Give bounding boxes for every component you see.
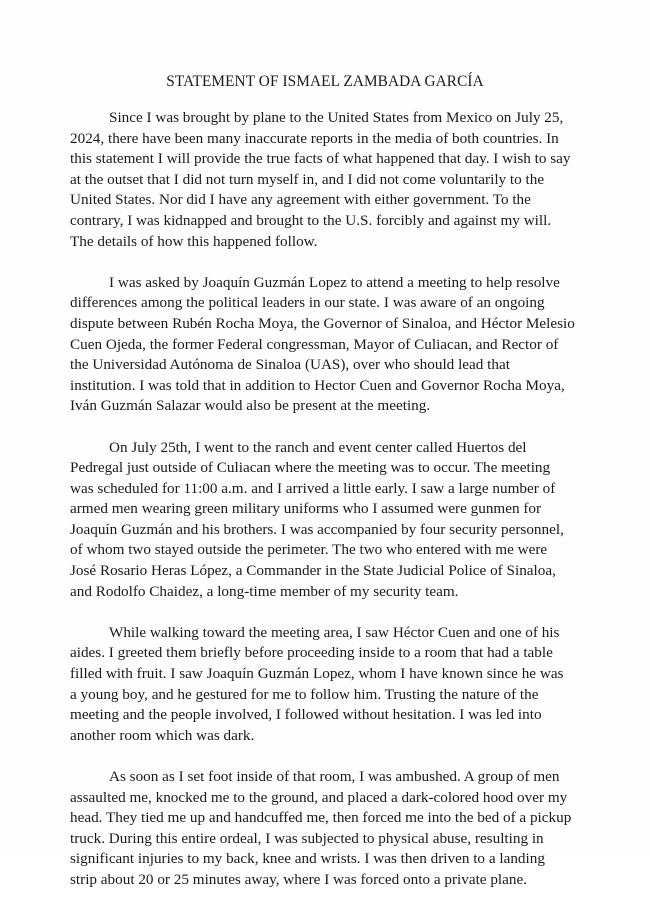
text-line: and Rodolfo Chaidez, a long-time member of my security team. bbox=[70, 582, 459, 600]
text-line: United States. Nor did I have any agreement with either government. To the bbox=[70, 191, 531, 209]
text-line: While walking toward the meeting area, I saw Héctor Cuen and one of his bbox=[109, 623, 560, 641]
paragraph-2 bbox=[70, 273, 590, 417]
text-line: contrary, I was kidnapped and brought to the U.S. forcibly and against my will. bbox=[70, 211, 552, 229]
text-line: was scheduled for 11:00 a.m. and I arrived a little early. I saw a large number of bbox=[70, 479, 556, 497]
text-line: José Rosario Heras López, a Commander in the State Judicial Police of Sinaloa, bbox=[70, 562, 556, 580]
text-line: truck. During this entire ordeal, I was subjected to physical abuse, resulting in bbox=[70, 829, 544, 847]
text-line: this statement I will provide the true facts of what happened that day. I wish to say bbox=[70, 150, 571, 168]
text-line: head. They tied me up and handcuffed me, then forced me into the bed of a pickup bbox=[70, 809, 572, 827]
text-line: differences among the political leaders in our state. I was aware of an ongoing bbox=[70, 294, 545, 312]
text-line: significant injuries to my back, knee and wrists. I was then driven to a landing bbox=[70, 850, 545, 868]
paragraph-1 bbox=[70, 108, 590, 252]
document-body bbox=[70, 108, 590, 911]
text-line: meeting and the people involved, I followed without hesitation. I was led into bbox=[70, 706, 542, 724]
paragraph-4 bbox=[70, 623, 590, 747]
text-line: As soon as I set foot inside of that room, I was ambushed. A group of men bbox=[109, 768, 560, 785]
text-line: another room which was dark. bbox=[70, 726, 255, 744]
text-line: dispute between Rubén Rocha Moya, the Governor of Sinaloa, and Héctor Melesio bbox=[70, 314, 575, 332]
text-line: Iván Guzmán Salazar would also be present at the meeting. bbox=[70, 397, 431, 415]
paragraph-3 bbox=[70, 438, 590, 603]
text-line: aides. I greeted them briefly before proceeding inside to a room that had a table bbox=[70, 644, 553, 662]
document-title: STATEMENT OF ISMAEL ZAMBADA GARCÍA bbox=[166, 73, 484, 90]
text-line: I was asked by Joaquín Guzmán Lopez to attend a meeting to help resolve bbox=[109, 273, 560, 291]
text-line: the Universidad Autónoma de Sinaloa (UAS), over who should lead that bbox=[70, 356, 510, 374]
text-line: assaulted me, knocked me to the ground, and placed a dark-colored hood over my bbox=[70, 788, 568, 806]
text-line: armed men wearing green military uniforms who I assumed were gunmen for bbox=[70, 500, 542, 518]
text-line: Joaquín Guzmán and his brothers. I was accompanied by four security personnel, bbox=[70, 520, 564, 538]
text-line: strip about 20 or 25 minutes away, where I was forced onto a private plane. bbox=[70, 870, 528, 888]
text-line: The details of how this happened follow. bbox=[70, 232, 318, 250]
text-line: a young boy, and he gestured for me to follow him. Trusting the nature of the bbox=[70, 685, 539, 703]
text-line: filled with fruit. I saw Joaquín Guzmán Lopez, whom I have known since he was bbox=[70, 665, 564, 683]
text-line: at the outset that I did not turn myself in, and I did not come voluntarily to the bbox=[70, 170, 545, 188]
text-line: Since I was brought by plane to the United States from Mexico on July 25, bbox=[109, 109, 564, 126]
text-line: On July 25th, I went to the ranch and event center called Huertos del bbox=[109, 438, 527, 456]
text-line: Pedregal just outside of Culiacan where the meeting was to occur. The meeting bbox=[70, 459, 551, 477]
text-line: Cuen Ojeda, the former Federal congressman, Mayor of Culiacan, and Rector of bbox=[70, 335, 559, 353]
text-line: institution. I was told that in addition to Hector Cuen and Governor Rocha Moya, bbox=[70, 376, 565, 394]
paragraph-5 bbox=[70, 767, 590, 891]
text-line: of whom two stayed outside the perimeter. The two who entered with me were bbox=[70, 541, 548, 559]
text-line: 2024, there have been many inaccurate reports in the media of both countries. In bbox=[70, 129, 559, 147]
